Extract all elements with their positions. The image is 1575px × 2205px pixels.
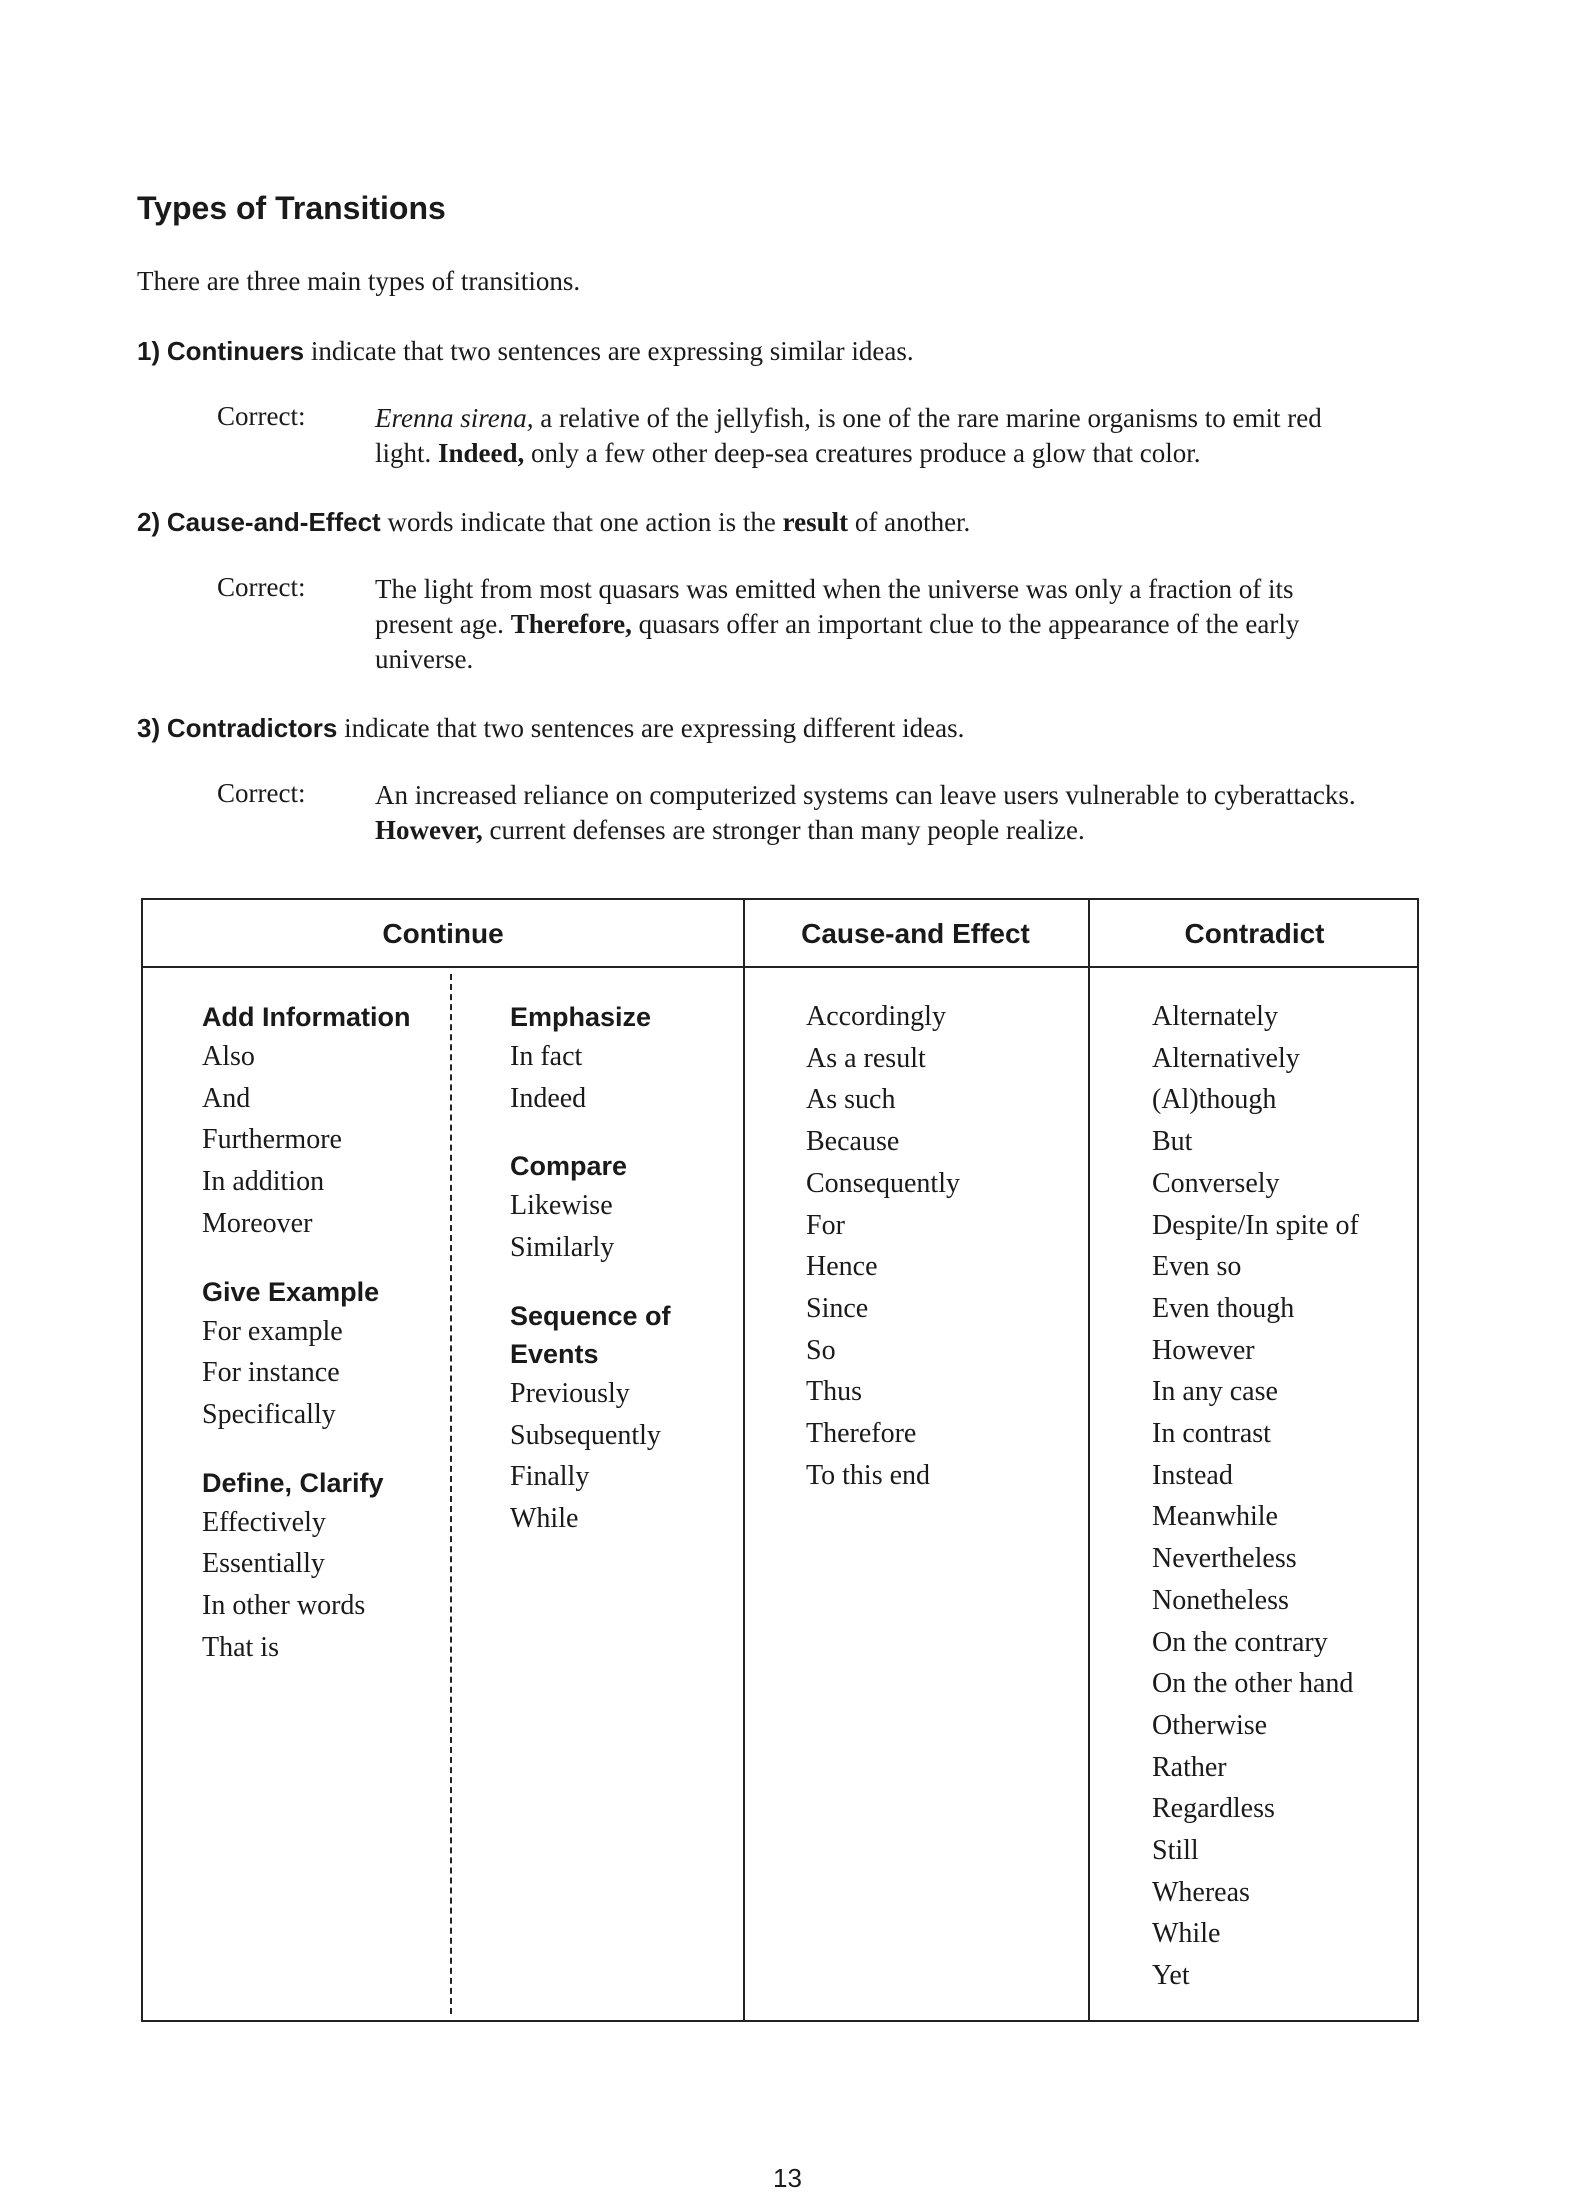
transition-word: Instead [1152, 1459, 1233, 1491]
example-italic: Erenna sirena, [375, 403, 534, 433]
continue-left-column [202, 998, 442, 1668]
type-name: Continuers [166, 336, 305, 366]
transition-word: That is [202, 1631, 279, 1663]
page-title: Types of Transitions [137, 190, 446, 226]
transition-word: In addition [202, 1166, 325, 1198]
category-heading: Define, Clarify [202, 1467, 384, 1498]
category-heading: Sequence of Events [510, 1300, 671, 1369]
example-part: current defenses are stronger than many people realize. [482, 815, 1085, 845]
transition-word: Yet [1152, 1960, 1190, 1992]
transition-word: Furthermore [202, 1124, 342, 1156]
continue-right-column [510, 998, 735, 1540]
transition-word: (Al)though [1152, 1084, 1277, 1116]
category-heading: Compare [510, 1151, 628, 1182]
type-description: indicate that two sentences are expressing similar ideas. [310, 336, 914, 366]
example-part: The light from most quasars was emitted when the universe was only a fraction of its present age. [375, 574, 1294, 639]
transition-word: Even so [1152, 1251, 1242, 1283]
category-heading: Give Example [202, 1276, 380, 1307]
type-contradictors [137, 711, 964, 746]
transition-word: Meanwhile [1152, 1501, 1278, 1533]
transition-word: Similarly [510, 1232, 615, 1264]
transition-word: Despite/In spite of [1152, 1209, 1359, 1241]
transition-word: Alternatively [1152, 1042, 1300, 1074]
transition-word: On the contrary [1152, 1626, 1328, 1658]
type-number: 2) [137, 507, 161, 537]
transition-word: In other words [202, 1590, 366, 1622]
type-description: of another. [848, 507, 971, 537]
contradict-column [1152, 996, 1414, 1997]
example-label: Correct: [217, 401, 306, 431]
type-number: 3) [137, 713, 161, 743]
transition-word: Nevertheless [1152, 1543, 1297, 1575]
dashed-divider [450, 974, 452, 2014]
example-text [375, 401, 1375, 471]
type-cause-effect [137, 505, 970, 540]
transition-word: Nonetheless [1152, 1584, 1289, 1616]
type-name: Cause-and-Effect [166, 507, 381, 537]
transition-word: Rather [1152, 1751, 1227, 1783]
transition-word: In any case [1152, 1376, 1278, 1408]
transition-word: In fact [510, 1041, 583, 1072]
cause-effect-column [806, 996, 1076, 1496]
transition-word: Consequently [806, 1167, 960, 1199]
transition-word: To this end [806, 1459, 931, 1491]
type-number: 1) [137, 336, 161, 366]
column-divider [1088, 900, 1090, 2020]
page-number: 13 [773, 2163, 802, 2193]
type-description: indicate that two sentences are expressing different ideas. [344, 713, 965, 743]
transition-word: Finally [510, 1461, 590, 1493]
transition-word: Specifically [202, 1398, 336, 1430]
transition-word: Therefore [806, 1418, 917, 1450]
transition-word: While [510, 1502, 579, 1534]
category-heading: Emphasize [510, 1002, 652, 1032]
transition-word: Essentially [202, 1548, 325, 1580]
example-label: Correct: [217, 572, 306, 602]
type-name: Contradictors [166, 713, 338, 743]
transition-word: Moreover [202, 1207, 313, 1239]
transition-word: For instance [202, 1357, 340, 1389]
example-text [375, 572, 1375, 677]
transition-word: Subsequently [510, 1419, 661, 1451]
example-part: a relative of the jellyfish, is one of the rare marine organisms to emit red light. [375, 403, 1322, 468]
transition-word: While [1152, 1918, 1221, 1950]
transition-word: On the other hand [1152, 1668, 1354, 1700]
transition-word: Regardless [1152, 1793, 1275, 1825]
transition-word: As such [806, 1084, 896, 1116]
example-transition-word: However, [375, 815, 483, 845]
transition-word: Conversely [1152, 1167, 1280, 1199]
example-part: An increased reliance on computerized systems can leave users vulnerable to cyberattacks. [375, 780, 1356, 810]
transition-word: Effectively [202, 1506, 326, 1538]
example-label: Correct: [217, 778, 306, 808]
example-part: only a few other deep-sea creatures produce a glow that color. [524, 438, 1201, 468]
intro-text: There are three main types of transitions. [137, 266, 581, 296]
transition-word: Since [806, 1292, 869, 1324]
header-divider [143, 966, 1417, 968]
example-text [375, 778, 1375, 848]
transition-word: Alternately [1152, 1001, 1278, 1032]
transition-word: Otherwise [1152, 1709, 1268, 1741]
category-heading: Add Information [202, 1002, 411, 1032]
transition-word: Even though [1152, 1292, 1295, 1324]
transition-word: However [1152, 1334, 1255, 1366]
transition-word: Likewise [510, 1190, 613, 1222]
transition-word: Hence [806, 1251, 878, 1283]
transition-word: Because [806, 1126, 900, 1158]
example-transition-word: Indeed, [438, 438, 525, 468]
transition-word: And [202, 1082, 251, 1114]
transition-word: Whereas [1152, 1876, 1250, 1908]
transition-word: So [806, 1334, 836, 1366]
example-transition-word: Therefore, [510, 609, 632, 639]
header-continue: Continue [382, 918, 504, 949]
header-cause-effect: Cause-and Effect [801, 918, 1030, 949]
type-description-bold: result [782, 507, 849, 537]
transition-word: Accordingly [806, 1001, 946, 1032]
column-divider [743, 900, 745, 2020]
transition-word: Also [202, 1041, 255, 1072]
example-part: quasars offer an important clue to the appearance of the early universe. [375, 609, 1300, 674]
transition-word: Still [1152, 1835, 1199, 1867]
transition-word: As a result [806, 1042, 926, 1074]
transition-word: For example [202, 1315, 343, 1347]
header-contradict: Contradict [1184, 918, 1325, 949]
transition-word: Thus [806, 1376, 862, 1408]
type-continuers [137, 334, 914, 369]
transition-word: For [806, 1209, 845, 1241]
transition-word: In contrast [1152, 1418, 1271, 1450]
type-description: words indicate that one action is the [387, 507, 783, 537]
transition-word: But [1152, 1126, 1193, 1158]
transitions-table [141, 898, 1419, 2022]
transition-word: Previously [510, 1377, 630, 1409]
transition-word: Indeed [510, 1082, 587, 1114]
